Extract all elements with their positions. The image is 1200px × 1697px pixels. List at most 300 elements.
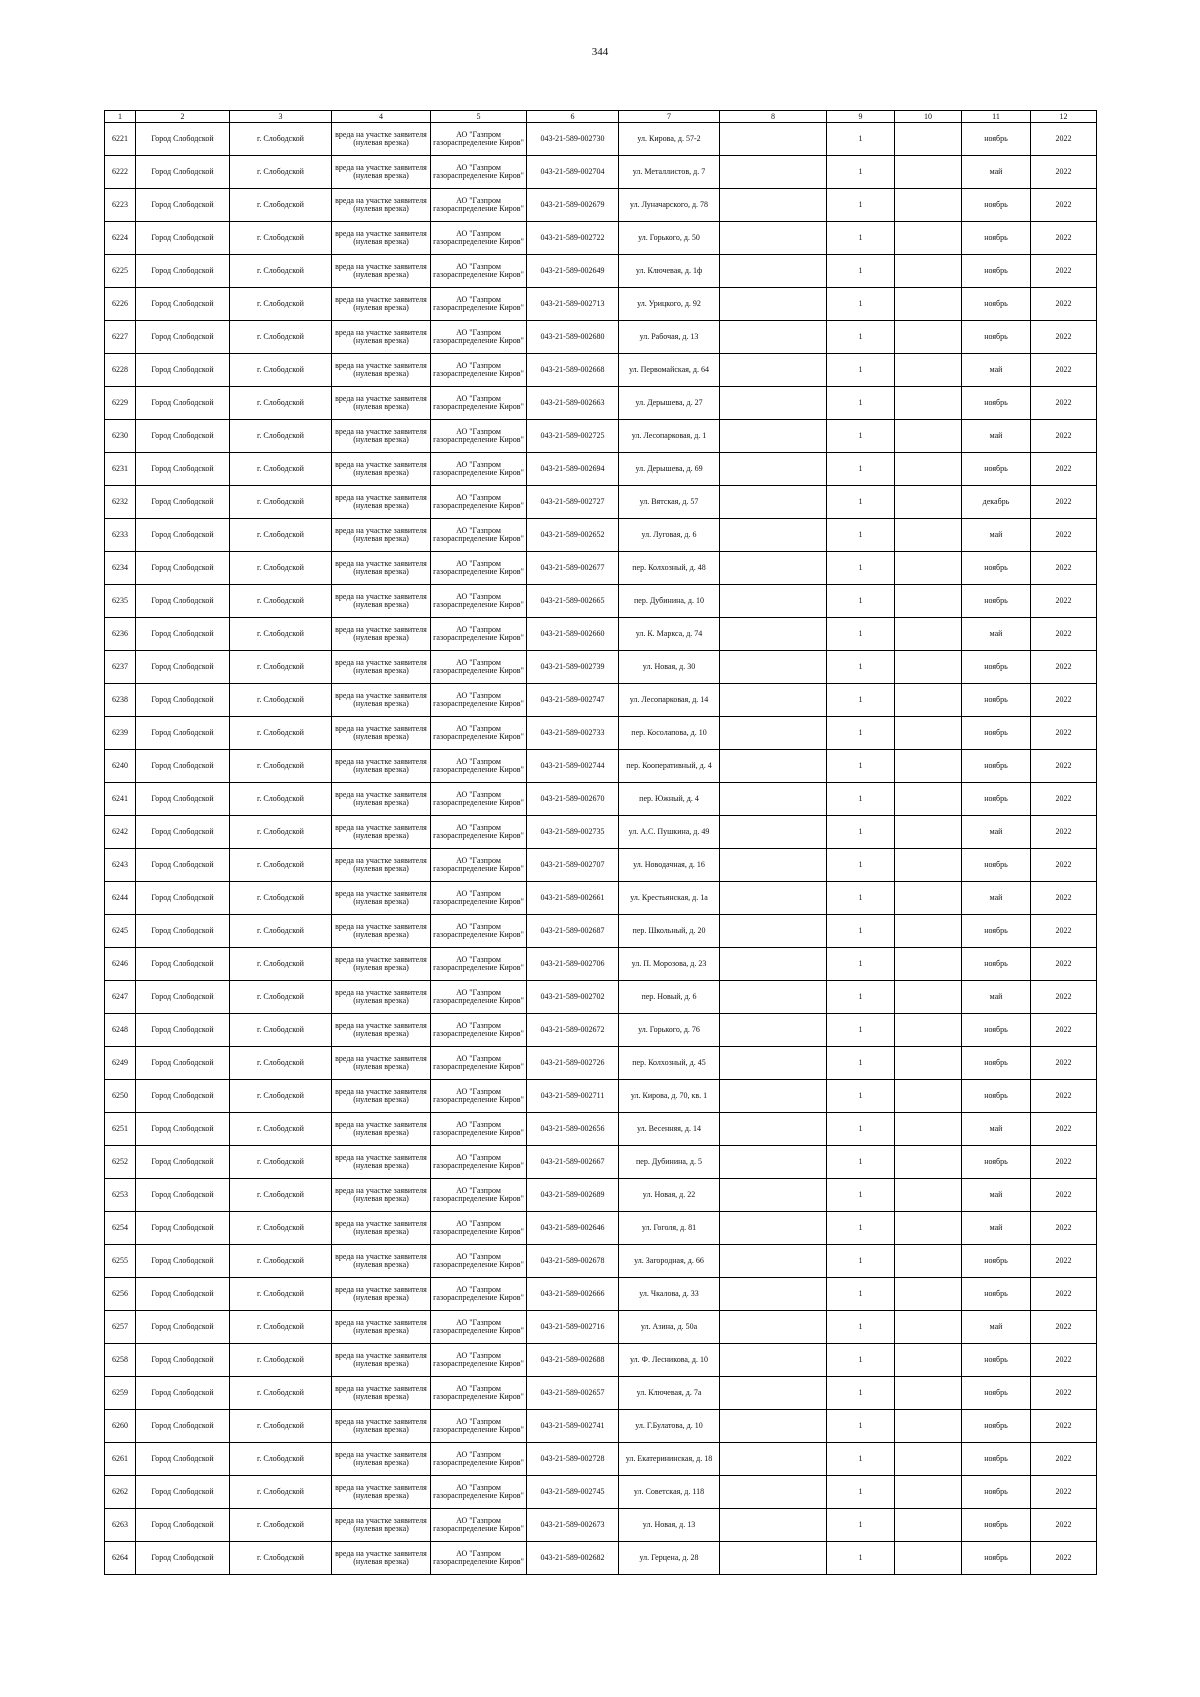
work-type-cell-text: вреда на участке заявителя (нулевая врезка) — [335, 988, 427, 1005]
work-type-cell — [332, 123, 431, 156]
registry-id-cell: 043-21-589-002678 — [527, 1245, 619, 1278]
table-row — [105, 1410, 1097, 1443]
organization-cell-text: АО "Газпром газораспределение Киров" — [433, 229, 524, 246]
work-type-cell-text: вреда на участке заявителя (нулевая врезка) — [335, 1450, 427, 1467]
row-number-cell: 6256 — [105, 1278, 136, 1311]
work-type-cell — [332, 684, 431, 717]
locality-cell: г. Слободской — [230, 123, 332, 156]
col8-cell — [720, 486, 827, 519]
registry-id-cell: 043-21-589-002665 — [527, 585, 619, 618]
work-type-cell-text: вреда на участке заявителя (нулевая врезка) — [335, 724, 427, 741]
table-header — [105, 111, 1097, 123]
quantity-cell: 1 — [827, 783, 895, 816]
address-cell: ул. Вятская, д. 57 — [619, 486, 720, 519]
quantity-cell: 1 — [827, 618, 895, 651]
municipality-cell: Город Слободской — [136, 981, 230, 1014]
municipality-cell: Город Слободской — [136, 1476, 230, 1509]
registry-id-cell: 043-21-589-002733 — [527, 717, 619, 750]
organization-cell-text: АО "Газпром газораспределение Киров" — [433, 1054, 524, 1071]
col8-cell — [720, 552, 827, 585]
organization-cell — [431, 1311, 527, 1344]
registry-id-cell: 043-21-589-002716 — [527, 1311, 619, 1344]
work-type-cell — [332, 1476, 431, 1509]
col8-cell — [720, 1443, 827, 1476]
col8-cell — [720, 1509, 827, 1542]
locality-cell: г. Слободской — [230, 1080, 332, 1113]
year-cell: 2022 — [1031, 552, 1097, 585]
municipality-cell: Город Слободской — [136, 1080, 230, 1113]
organization-cell — [431, 354, 527, 387]
address-cell: ул. Металлистов, д. 7 — [619, 156, 720, 189]
col10-cell — [895, 255, 962, 288]
quantity-cell: 1 — [827, 816, 895, 849]
work-type-cell — [332, 1179, 431, 1212]
col10-cell — [895, 915, 962, 948]
month-cell: ноябрь — [962, 585, 1031, 618]
table-row — [105, 156, 1097, 189]
row-number-cell: 6232 — [105, 486, 136, 519]
year-cell: 2022 — [1031, 1443, 1097, 1476]
organization-cell-text: АО "Газпром газораспределение Киров" — [433, 1021, 524, 1038]
organization-cell-text: АО "Газпром газораспределение Киров" — [433, 658, 524, 675]
registry-id-cell: 043-21-589-002679 — [527, 189, 619, 222]
organization-cell — [431, 1113, 527, 1146]
month-cell: май — [962, 882, 1031, 915]
header-row — [105, 111, 1097, 123]
table-row — [105, 1278, 1097, 1311]
table-row — [105, 552, 1097, 585]
address-cell: ул. Лесопарковая, д. 14 — [619, 684, 720, 717]
organization-cell-text: АО "Газпром газораспределение Киров" — [433, 163, 524, 180]
work-type-cell-text: вреда на участке заявителя (нулевая врезка) — [335, 691, 427, 708]
organization-cell-text: АО "Газпром газораспределение Киров" — [433, 823, 524, 840]
organization-cell — [431, 1047, 527, 1080]
column-header-5: 5 — [431, 111, 527, 123]
organization-cell-text: АО "Газпром газораспределение Киров" — [433, 757, 524, 774]
organization-cell-text: АО "Газпром газораспределение Киров" — [433, 1483, 524, 1500]
organization-cell-text: АО "Газпром газораспределение Киров" — [433, 1285, 524, 1302]
col8-cell — [720, 717, 827, 750]
row-number-cell: 6258 — [105, 1344, 136, 1377]
col8-cell — [720, 1080, 827, 1113]
col10-cell — [895, 717, 962, 750]
organization-cell — [431, 1443, 527, 1476]
municipality-cell: Город Слободской — [136, 387, 230, 420]
table-row — [105, 222, 1097, 255]
table-row — [105, 618, 1097, 651]
registry-id-cell: 043-21-589-002687 — [527, 915, 619, 948]
month-cell: ноябрь — [962, 453, 1031, 486]
registry-id-cell: 043-21-589-002730 — [527, 123, 619, 156]
organization-cell-text: АО "Газпром газораспределение Киров" — [433, 592, 524, 609]
registry-id-cell: 043-21-589-002668 — [527, 354, 619, 387]
organization-cell-text: АО "Газпром газораспределение Киров" — [433, 1087, 524, 1104]
organization-cell — [431, 255, 527, 288]
column-header-6: 6 — [527, 111, 619, 123]
quantity-cell: 1 — [827, 1179, 895, 1212]
row-number-cell: 6254 — [105, 1212, 136, 1245]
locality-cell: г. Слободской — [230, 585, 332, 618]
address-cell: ул. Кирова, д. 70, кв. 1 — [619, 1080, 720, 1113]
year-cell: 2022 — [1031, 1542, 1097, 1575]
organization-cell — [431, 552, 527, 585]
quantity-cell: 1 — [827, 1344, 895, 1377]
table-row — [105, 684, 1097, 717]
table-row — [105, 519, 1097, 552]
municipality-cell: Город Слободской — [136, 156, 230, 189]
work-type-cell-text: вреда на участке заявителя (нулевая врезка) — [335, 460, 427, 477]
col10-cell — [895, 1443, 962, 1476]
row-number-cell: 6246 — [105, 948, 136, 981]
work-type-cell — [332, 882, 431, 915]
address-cell: пер. Южный, д. 4 — [619, 783, 720, 816]
table-row — [105, 948, 1097, 981]
month-cell: ноябрь — [962, 1476, 1031, 1509]
row-number-cell: 6264 — [105, 1542, 136, 1575]
month-cell: ноябрь — [962, 255, 1031, 288]
table-row — [105, 1509, 1097, 1542]
registry-id-cell: 043-21-589-002694 — [527, 453, 619, 486]
locality-cell: г. Слободской — [230, 1311, 332, 1344]
address-cell: ул. Кирова, д. 57-2 — [619, 123, 720, 156]
quantity-cell: 1 — [827, 1047, 895, 1080]
registry-id-cell: 043-21-589-002646 — [527, 1212, 619, 1245]
organization-cell-text: АО "Газпром газораспределение Киров" — [433, 328, 524, 345]
month-cell: ноябрь — [962, 1245, 1031, 1278]
locality-cell: г. Слободской — [230, 849, 332, 882]
address-cell: ул. Чкалова, д. 33 — [619, 1278, 720, 1311]
work-type-cell-text: вреда на участке заявителя (нулевая врезка) — [335, 1318, 427, 1335]
municipality-cell: Город Слободской — [136, 849, 230, 882]
organization-cell — [431, 1410, 527, 1443]
quantity-cell: 1 — [827, 1377, 895, 1410]
address-cell: ул. Урицкого, д. 92 — [619, 288, 720, 321]
col10-cell — [895, 222, 962, 255]
locality-cell: г. Слободской — [230, 750, 332, 783]
organization-cell — [431, 453, 527, 486]
month-cell: ноябрь — [962, 915, 1031, 948]
row-number-cell: 6244 — [105, 882, 136, 915]
organization-cell-text: АО "Газпром газораспределение Киров" — [433, 988, 524, 1005]
address-cell: ул. Ключевая, д. 7а — [619, 1377, 720, 1410]
work-type-cell — [332, 354, 431, 387]
registry-id-cell: 043-21-589-002725 — [527, 420, 619, 453]
registry-id-cell: 043-21-589-002727 — [527, 486, 619, 519]
organization-cell-text: АО "Газпром газораспределение Киров" — [433, 196, 524, 213]
month-cell: ноябрь — [962, 288, 1031, 321]
column-header-12: 12 — [1031, 111, 1097, 123]
organization-cell — [431, 486, 527, 519]
address-cell: ул. Горького, д. 76 — [619, 1014, 720, 1047]
col10-cell — [895, 816, 962, 849]
col10-cell — [895, 1047, 962, 1080]
municipality-cell: Город Слободской — [136, 1014, 230, 1047]
locality-cell: г. Слободской — [230, 882, 332, 915]
address-cell: пер. Школьный, д. 20 — [619, 915, 720, 948]
quantity-cell: 1 — [827, 651, 895, 684]
organization-cell — [431, 1080, 527, 1113]
work-type-cell-text: вреда на участке заявителя (нулевая врезка) — [335, 1384, 427, 1401]
year-cell: 2022 — [1031, 1179, 1097, 1212]
row-number-cell: 6225 — [105, 255, 136, 288]
work-type-cell — [332, 288, 431, 321]
locality-cell: г. Слободской — [230, 222, 332, 255]
table-row — [105, 354, 1097, 387]
col8-cell — [720, 189, 827, 222]
col8-cell — [720, 1311, 827, 1344]
address-cell: ул. Новая, д. 30 — [619, 651, 720, 684]
work-type-cell — [332, 816, 431, 849]
registry-id-cell: 043-21-589-002711 — [527, 1080, 619, 1113]
organization-cell — [431, 321, 527, 354]
register-table — [104, 110, 1097, 1575]
municipality-cell: Город Слободской — [136, 321, 230, 354]
col10-cell — [895, 189, 962, 222]
page-number: 344 — [591, 46, 609, 58]
col10-cell — [895, 1344, 962, 1377]
year-cell: 2022 — [1031, 1377, 1097, 1410]
work-type-cell — [332, 1509, 431, 1542]
col10-cell — [895, 1278, 962, 1311]
month-cell: май — [962, 354, 1031, 387]
year-cell: 2022 — [1031, 420, 1097, 453]
month-cell: ноябрь — [962, 750, 1031, 783]
organization-cell — [431, 1014, 527, 1047]
work-type-cell-text: вреда на участке заявителя (нулевая врезка) — [335, 889, 427, 906]
organization-cell — [431, 915, 527, 948]
municipality-cell: Город Слободской — [136, 1113, 230, 1146]
quantity-cell: 1 — [827, 255, 895, 288]
table-row — [105, 849, 1097, 882]
address-cell: ул. Первомайская, д. 64 — [619, 354, 720, 387]
row-number-cell: 6233 — [105, 519, 136, 552]
registry-id-cell: 043-21-589-002677 — [527, 552, 619, 585]
year-cell: 2022 — [1031, 816, 1097, 849]
organization-cell — [431, 717, 527, 750]
address-cell: ул. П. Морозова, д. 23 — [619, 948, 720, 981]
col10-cell — [895, 1245, 962, 1278]
organization-cell-text: АО "Газпром газораспределение Киров" — [433, 295, 524, 312]
quantity-cell: 1 — [827, 684, 895, 717]
work-type-cell — [332, 519, 431, 552]
row-number-cell: 6263 — [105, 1509, 136, 1542]
address-cell: ул. Новая, д. 22 — [619, 1179, 720, 1212]
column-header-10: 10 — [895, 111, 962, 123]
locality-cell: г. Слободской — [230, 1047, 332, 1080]
row-number-cell: 6237 — [105, 651, 136, 684]
organization-cell — [431, 948, 527, 981]
col10-cell — [895, 684, 962, 717]
year-cell: 2022 — [1031, 123, 1097, 156]
column-header-4: 4 — [332, 111, 431, 123]
work-type-cell-text: вреда на участке заявителя (нулевая врезка) — [335, 262, 427, 279]
row-number-cell: 6250 — [105, 1080, 136, 1113]
month-cell: ноябрь — [962, 1080, 1031, 1113]
address-cell: пер. Колхозный, д. 48 — [619, 552, 720, 585]
organization-cell — [431, 816, 527, 849]
col8-cell — [720, 1113, 827, 1146]
address-cell: ул. Дерышева, д. 69 — [619, 453, 720, 486]
work-type-cell — [332, 618, 431, 651]
quantity-cell: 1 — [827, 288, 895, 321]
col8-cell — [720, 915, 827, 948]
locality-cell: г. Слободской — [230, 1377, 332, 1410]
row-number-cell: 6248 — [105, 1014, 136, 1047]
address-cell: ул. Рабочая, д. 13 — [619, 321, 720, 354]
table-row — [105, 420, 1097, 453]
month-cell: май — [962, 1311, 1031, 1344]
col10-cell — [895, 1179, 962, 1212]
work-type-cell-text: вреда на участке заявителя (нулевая врезка) — [335, 1219, 427, 1236]
organization-cell-text: АО "Газпром газораспределение Киров" — [433, 559, 524, 576]
organization-cell-text: АО "Газпром газораспределение Киров" — [433, 724, 524, 741]
work-type-cell-text: вреда на участке заявителя (нулевая врезка) — [335, 1516, 427, 1533]
year-cell: 2022 — [1031, 618, 1097, 651]
municipality-cell: Город Слободской — [136, 1542, 230, 1575]
registry-id-cell: 043-21-589-002649 — [527, 255, 619, 288]
locality-cell: г. Слободской — [230, 1476, 332, 1509]
work-type-cell-text: вреда на участке заявителя (нулевая врезка) — [335, 526, 427, 543]
work-type-cell-text: вреда на участке заявителя (нулевая врезка) — [335, 427, 427, 444]
work-type-cell-text: вреда на участке заявителя (нулевая врезка) — [335, 1285, 427, 1302]
col10-cell — [895, 1014, 962, 1047]
year-cell: 2022 — [1031, 849, 1097, 882]
year-cell: 2022 — [1031, 222, 1097, 255]
organization-cell — [431, 750, 527, 783]
municipality-cell: Город Слободской — [136, 123, 230, 156]
work-type-cell — [332, 1377, 431, 1410]
col8-cell — [720, 387, 827, 420]
col8-cell — [720, 1179, 827, 1212]
registry-id-cell: 043-21-589-002702 — [527, 981, 619, 1014]
col10-cell — [895, 1410, 962, 1443]
col8-cell — [720, 1047, 827, 1080]
col10-cell — [895, 849, 962, 882]
table-row — [105, 321, 1097, 354]
quantity-cell: 1 — [827, 1080, 895, 1113]
row-number-cell: 6245 — [105, 915, 136, 948]
quantity-cell: 1 — [827, 123, 895, 156]
year-cell: 2022 — [1031, 1410, 1097, 1443]
work-type-cell-text: вреда на участке заявителя (нулевая врезка) — [335, 922, 427, 939]
organization-cell-text: АО "Газпром газораспределение Киров" — [433, 1351, 524, 1368]
municipality-cell: Город Слободской — [136, 717, 230, 750]
registry-id-cell: 043-21-589-002672 — [527, 1014, 619, 1047]
locality-cell: г. Слободской — [230, 1014, 332, 1047]
table-row — [105, 1080, 1097, 1113]
year-cell: 2022 — [1031, 288, 1097, 321]
quantity-cell: 1 — [827, 1113, 895, 1146]
table-row — [105, 1542, 1097, 1575]
quantity-cell: 1 — [827, 189, 895, 222]
month-cell: ноябрь — [962, 1344, 1031, 1377]
month-cell: ноябрь — [962, 387, 1031, 420]
col10-cell — [895, 1311, 962, 1344]
row-number-cell: 6230 — [105, 420, 136, 453]
row-number-cell: 6234 — [105, 552, 136, 585]
year-cell: 2022 — [1031, 1047, 1097, 1080]
work-type-cell — [332, 981, 431, 1014]
registry-id-cell: 043-21-589-002747 — [527, 684, 619, 717]
col10-cell — [895, 618, 962, 651]
col8-cell — [720, 783, 827, 816]
col8-cell — [720, 651, 827, 684]
organization-cell-text: АО "Газпром газораспределение Киров" — [433, 889, 524, 906]
work-type-cell — [332, 1146, 431, 1179]
address-cell: ул. Г.Булатова, д. 10 — [619, 1410, 720, 1443]
work-type-cell — [332, 1278, 431, 1311]
month-cell: ноябрь — [962, 222, 1031, 255]
locality-cell: г. Слободской — [230, 288, 332, 321]
work-type-cell-text: вреда на участке заявителя (нулевая врезка) — [335, 361, 427, 378]
column-header-11: 11 — [962, 111, 1031, 123]
organization-cell — [431, 1146, 527, 1179]
row-number-cell: 6253 — [105, 1179, 136, 1212]
year-cell: 2022 — [1031, 882, 1097, 915]
year-cell: 2022 — [1031, 1311, 1097, 1344]
table-row — [105, 387, 1097, 420]
col10-cell — [895, 1146, 962, 1179]
organization-cell-text: АО "Газпром газораспределение Киров" — [433, 691, 524, 708]
quantity-cell: 1 — [827, 519, 895, 552]
work-type-cell — [332, 783, 431, 816]
address-cell: ул. Весенняя, д. 14 — [619, 1113, 720, 1146]
municipality-cell: Город Слободской — [136, 486, 230, 519]
month-cell: ноябрь — [962, 1377, 1031, 1410]
municipality-cell: Город Слободской — [136, 1245, 230, 1278]
organization-cell — [431, 519, 527, 552]
month-cell: ноябрь — [962, 1542, 1031, 1575]
quantity-cell: 1 — [827, 453, 895, 486]
municipality-cell: Город Слободской — [136, 1311, 230, 1344]
organization-cell — [431, 882, 527, 915]
col8-cell — [720, 1377, 827, 1410]
table-row — [105, 816, 1097, 849]
year-cell: 2022 — [1031, 354, 1097, 387]
municipality-cell: Город Слободской — [136, 552, 230, 585]
month-cell: ноябрь — [962, 1047, 1031, 1080]
table-row — [105, 1113, 1097, 1146]
col10-cell — [895, 288, 962, 321]
month-cell: май — [962, 981, 1031, 1014]
col8-cell — [720, 816, 827, 849]
registry-id-cell: 043-21-589-002688 — [527, 1344, 619, 1377]
municipality-cell: Город Слободской — [136, 816, 230, 849]
registry-id-cell: 043-21-589-002680 — [527, 321, 619, 354]
locality-cell: г. Слободской — [230, 783, 332, 816]
col10-cell — [895, 1476, 962, 1509]
organization-cell-text: АО "Газпром газораспределение Киров" — [433, 1186, 524, 1203]
address-cell: пер. Колхозный, д. 45 — [619, 1047, 720, 1080]
organization-cell — [431, 156, 527, 189]
registry-id-cell: 043-21-589-002735 — [527, 816, 619, 849]
month-cell: май — [962, 816, 1031, 849]
registry-id-cell: 043-21-589-002667 — [527, 1146, 619, 1179]
address-cell: ул. Горького, д. 50 — [619, 222, 720, 255]
work-type-cell — [332, 585, 431, 618]
month-cell: ноябрь — [962, 321, 1031, 354]
registry-id-cell: 043-21-589-002713 — [527, 288, 619, 321]
quantity-cell: 1 — [827, 882, 895, 915]
registry-id-cell: 043-21-589-002728 — [527, 1443, 619, 1476]
municipality-cell: Город Слободской — [136, 519, 230, 552]
col8-cell — [720, 1212, 827, 1245]
work-type-cell-text: вреда на участке заявителя (нулевая врезка) — [335, 823, 427, 840]
col10-cell — [895, 1509, 962, 1542]
col8-cell — [720, 255, 827, 288]
address-cell: ул. Лесопарковая, д. 1 — [619, 420, 720, 453]
col10-cell — [895, 123, 962, 156]
